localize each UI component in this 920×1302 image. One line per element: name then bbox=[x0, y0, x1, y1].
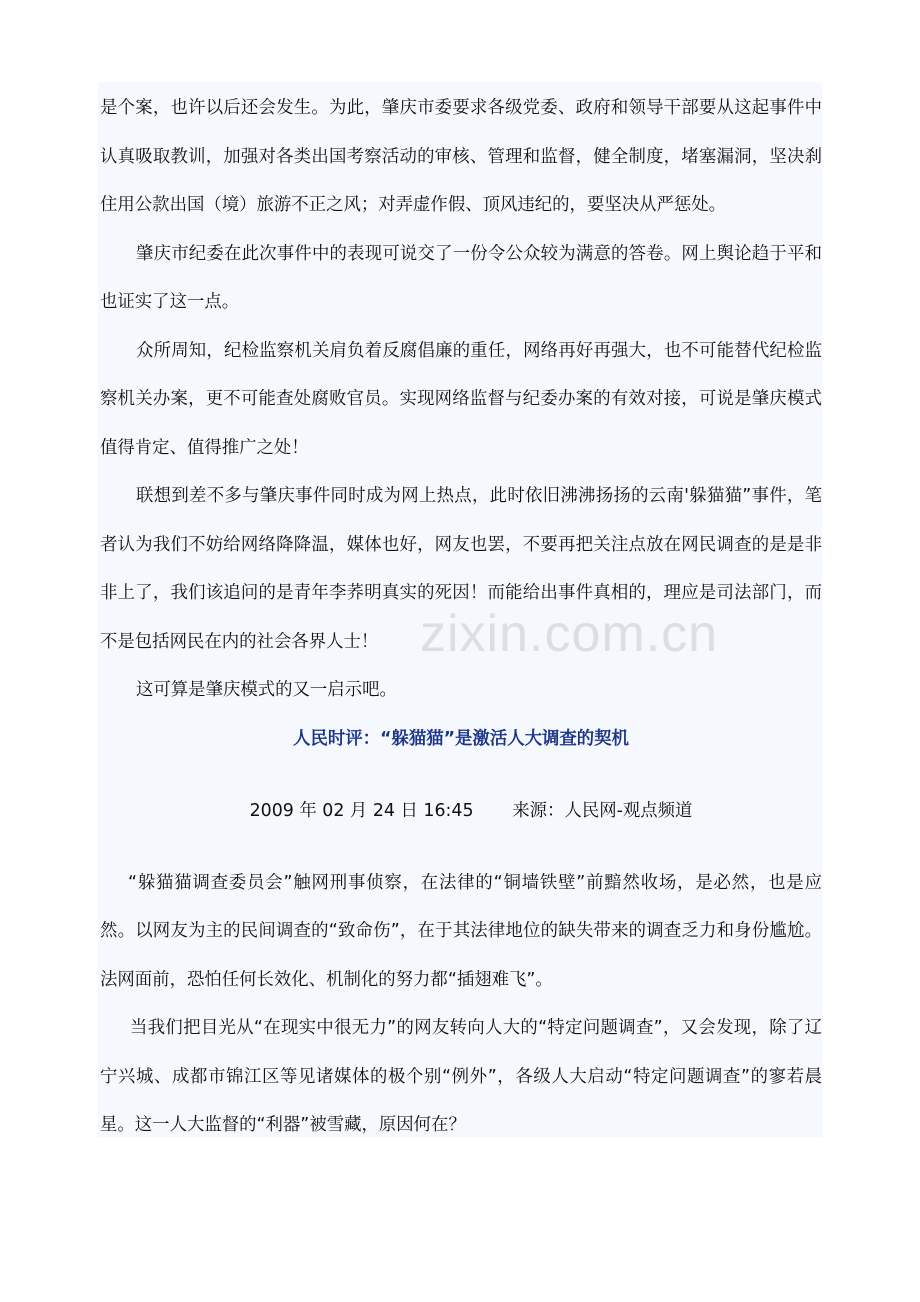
watermark-text: zixin.com.cn bbox=[420, 605, 719, 663]
document-body bbox=[100, 84, 822, 1150]
paragraph-network-supervision: 众所周知，纪检监察机关肩负着反腐倡廉的重任，网络再好再强大，也不可能替代纪检监察机关办案，更不可能查处腐败官员。实现网络监督与纪委办案的有效对接，可说是肇庆模式值得肯定、值得推广之处！ bbox=[100, 340, 822, 458]
paragraph-investigation-committee: “躲猫猫调查委员会”触网刑事侦察，在法律的“铜墙铁壁”前黯然收场，是必然，也是应然。以网友为主的民间调查的“致命伤”，在于其法律地位的缺失带来的调查乏力和身份尴尬。法网面前，恐怕任何长效化、机制化的努力都“插翅难飞”。 bbox=[100, 872, 822, 990]
paragraph-npc-investigation: 当我们把目光从“在现实中很无力”的网友转向人大的“特定问题调查”，又会发现，除了辽宁兴城、成都市锦江区等见诸媒体的极个别“例外”，各级人大启动“特定问题调查”的寥若晨星。这一人大监督的“利器”被雪藏，原因何在？ bbox=[100, 1018, 822, 1135]
paragraph-zhaoqing-response: 肇庆市纪委在此次事件中的表现可说交了一份令公众较为满意的答卷。网上舆论趋于平和也证实了这一点。 bbox=[100, 243, 822, 312]
article-meta bbox=[100, 763, 822, 859]
article-datetime: 2009 年 02 月 24 日 16:45 bbox=[249, 800, 474, 821]
paragraph-inspiration: 这可算是肇庆模式的又一启示吧。 bbox=[136, 680, 397, 700]
paragraph-hide-and-seek-event: 联想到差不多与肇庆事件同时成为网上热点，此时依旧沸沸扬扬的云南'躲猫猫”事件，笔者认为我们不妨给网络降降温，媒体也好，网友也罢，不要再把关注点放在网民调查的是是非非上了，我们该追问的是青年李荞明真实的死因！而能给出事件真相的，理应是司法部门，而不是包括网民在内的社会各界人士！ bbox=[100, 486, 822, 652]
paragraph-continuation: 是个案，也许以后还会发生。为此，肇庆市委要求各级党委、政府和领导干部要从这起事件中认真吸取教训，加强对各类出国考察活动的审核、管理和监督，健全制度，堵塞漏洞，坚决刹住用公款出国（境）旅游不正之风；对弄虚作假、顶风违纪的，要坚决从严惩处。 bbox=[100, 98, 822, 215]
article-source: 来源：人民网-观点频道 bbox=[512, 800, 693, 821]
article-title: 人民时评：“躲猫猫”是激活人大调查的契机 bbox=[293, 728, 629, 749]
